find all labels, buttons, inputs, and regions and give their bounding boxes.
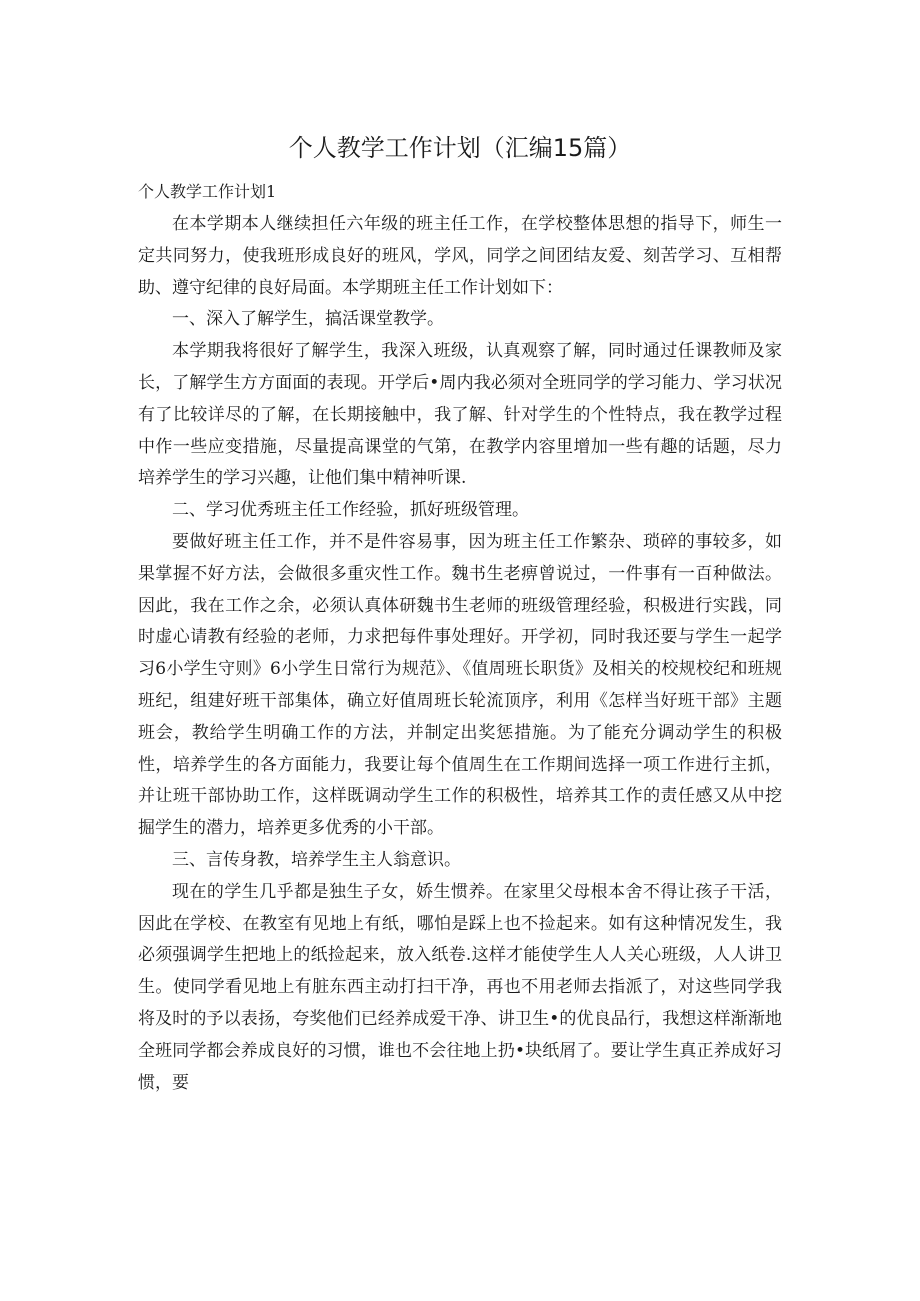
- paragraph: 要做好班主任工作，并不是件容易事，因为班主任工作繁杂、琐碎的事较多，如果掌握不好方法，会做很多重灾性工作。魏书生老痹曾说过，一件事有一百种做法。因此，我在工作之余，必须认真体研魏书生老师的班级管理经验，积极进行实践，同时虚心请教有经验的老师，力求把每件事处理好。开学初，同时我还要与学生一起学习6小学生守则》6小学生日常行为规范》、《值周班长职货》及相关的校规校纪和班规班纪，组建好班干部集体，确立好值周班长轮流顶序，利用《怎样当好班干部》主题班会，教给学生明确工作的方法，并制定出奖惩措施。为了能充分调动学生的积极性，培养学生的各方面能力，我要让每个值周生在工作期间选择一项工作进行主抓，并让班干部协助工作，这样既调动学生工作的积极性，培养其工作的责任感又从中挖掘学生的潜力，培养更多优秀的小干部。: [138, 531, 782, 839]
- paragraph-intro: 在本学期本人继续担任六年级的班主任工作，在学校整体思想的指导下，师生一定共同努力，使我班形成良好的班风，学风，同学之间团结友爱、刻苦学习、互相帮助、遵守纪律的良好局面。本学期班主任工作计划如下：: [138, 214, 782, 298]
- document-title: 个人教学工作计划（汇编15篇）: [288, 134, 632, 162]
- section-heading-1: 一、深入了解学生，搞活课堂教学。: [172, 309, 444, 330]
- section-heading-2: 二、学习优秀班主任工作经验，抓好班级管理。: [172, 500, 529, 521]
- document-subtitle: 个人教学工作计划1: [138, 182, 277, 201]
- paragraph: 本学期我将很好了解学生，我深入班级，认真观察了解，同时通过任课教师及家长，了解学生方方面面的表现。开学后•周内我必须对全班同学的学习能力、学习状况有了比较详尽的了解，在长期接触中，我了解、针对学生的个性特点，我在教学过程中作一些应变措施，尽量提高课堂的气第，在教学内容里增加一些有趣的话题，尽力培养学生的学习兴趣，让他们集中精神听课.: [138, 341, 782, 489]
- paragraph: 现在的学生几乎都是独生子女，娇生惯养。在家里父母根本舍不得让孩子干活，因此在学校、在教室有见地上有纸，哪怕是踩上也不捡起来。如有这种情况发生，我必须强调学生把地上的纸捡起来，放入纸卷.这样才能使学生人人关心班级，人人讲卫生。使同学看见地上有脏东西主动打扫干净，再也不用老师去指派了，对这些同学我将及时的予以表扬，夸奖他们已经养成爱干净、讲卫生•的优良品行，我想这样渐渐地全班同学都会养成良好的习惯，谁也不会往地上扔•块纸屑了。要让学生真正养成好习惯，要: [138, 881, 782, 1093]
- section-heading-3: 三、言传身教，培养学生主人翁意识。: [172, 849, 461, 870]
- document-body: [138, 209, 782, 1099]
